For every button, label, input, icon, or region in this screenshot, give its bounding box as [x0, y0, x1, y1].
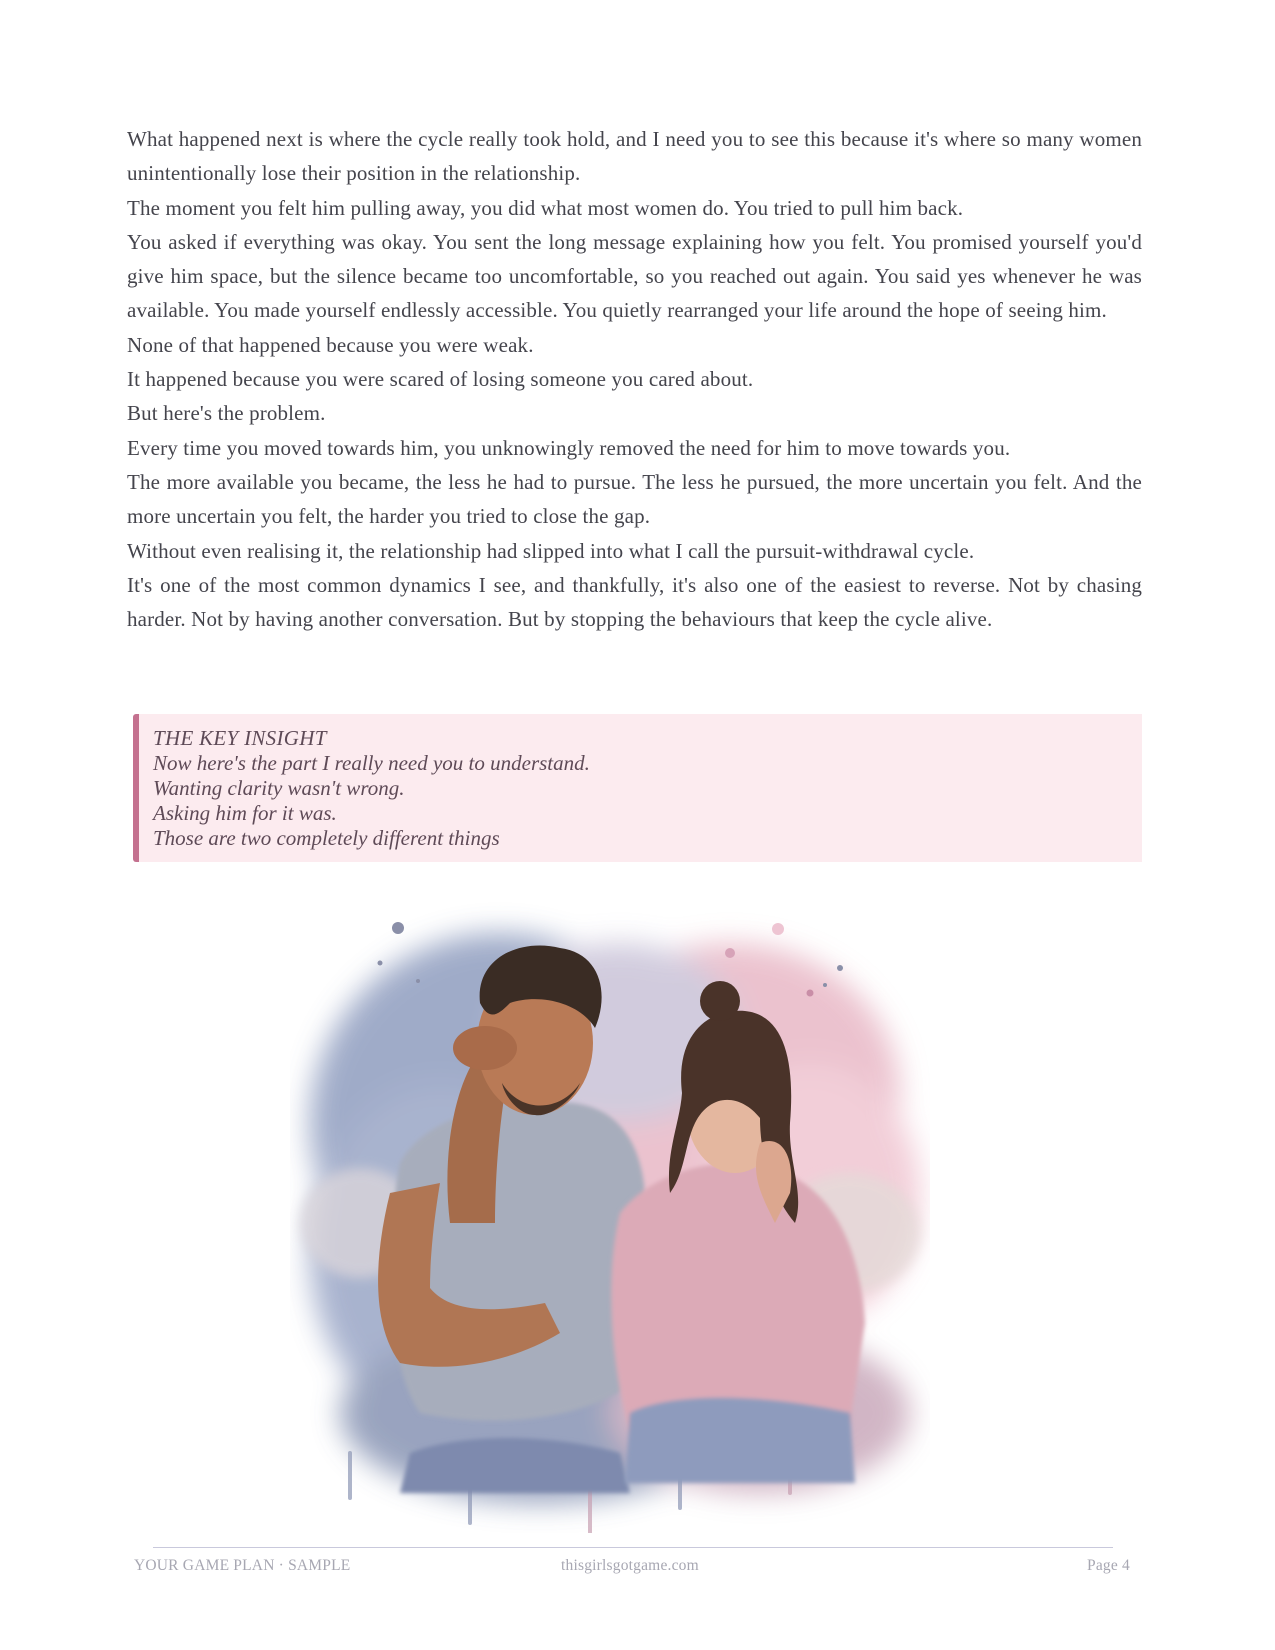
paragraph: You asked if everything was okay. You sent the long message explaining how you felt. You promised yourself you'd give him space, but the silence became too uncomfortable, so you reached out again. You said yes whenever he was available. You made yourself endlessly accessible. You quietly rearranged your life around the hope of seeing him.	[127, 229, 1142, 323]
body-text	[127, 122, 1142, 636]
footer-page-number: Page 4	[1087, 1557, 1130, 1574]
paragraph: But here's the problem.	[127, 401, 326, 426]
callout-line: Now here's the part I really need you to understand.	[153, 751, 590, 775]
paragraph: Every time you moved towards him, you unknowingly removed the need for him to move towards you.	[127, 435, 1011, 460]
callout-line: Wanting clarity wasn't wrong.	[153, 776, 405, 800]
paragraph: The moment you felt him pulling away, you did what most women do. You tried to pull him back.	[127, 195, 964, 220]
paragraph: It's one of the most common dynamics I see, and thankfully, it's also one of the easiest to reverse. Not by chasing harder. Not by having another conversation. But by stopping the behaviours that keep the cycle alive.	[127, 572, 1142, 632]
callout-line: Asking him for it was.	[153, 801, 337, 825]
paragraph: Without even realising it, the relationship had slipped into what I call the pursuit-withdrawal cycle.	[127, 538, 975, 563]
couple-illustration	[290, 893, 930, 1533]
key-insight-callout	[133, 714, 1142, 862]
callout-line: Those are two completely different things	[153, 826, 500, 850]
paragraph: None of that happened because you were weak.	[127, 332, 534, 357]
callout-title: THE KEY INSIGHT	[153, 726, 327, 750]
footer-divider	[153, 1547, 1113, 1548]
footer-document-title: YOUR GAME PLAN · SAMPLE	[134, 1557, 351, 1574]
footer-website: thisgirlsgotgame.com	[561, 1557, 699, 1574]
paragraph: What happened next is where the cycle really took hold, and I need you to see this because it's where so many women unintentionally lose their position in the relationship.	[127, 127, 1142, 186]
paragraph: The more available you became, the less he had to pursue. The less he pursued, the more uncertain you felt. And the more uncertain you felt, the harder you tried to close the gap.	[127, 469, 1142, 529]
paragraph: It happened because you were scared of losing someone you cared about.	[127, 367, 754, 392]
